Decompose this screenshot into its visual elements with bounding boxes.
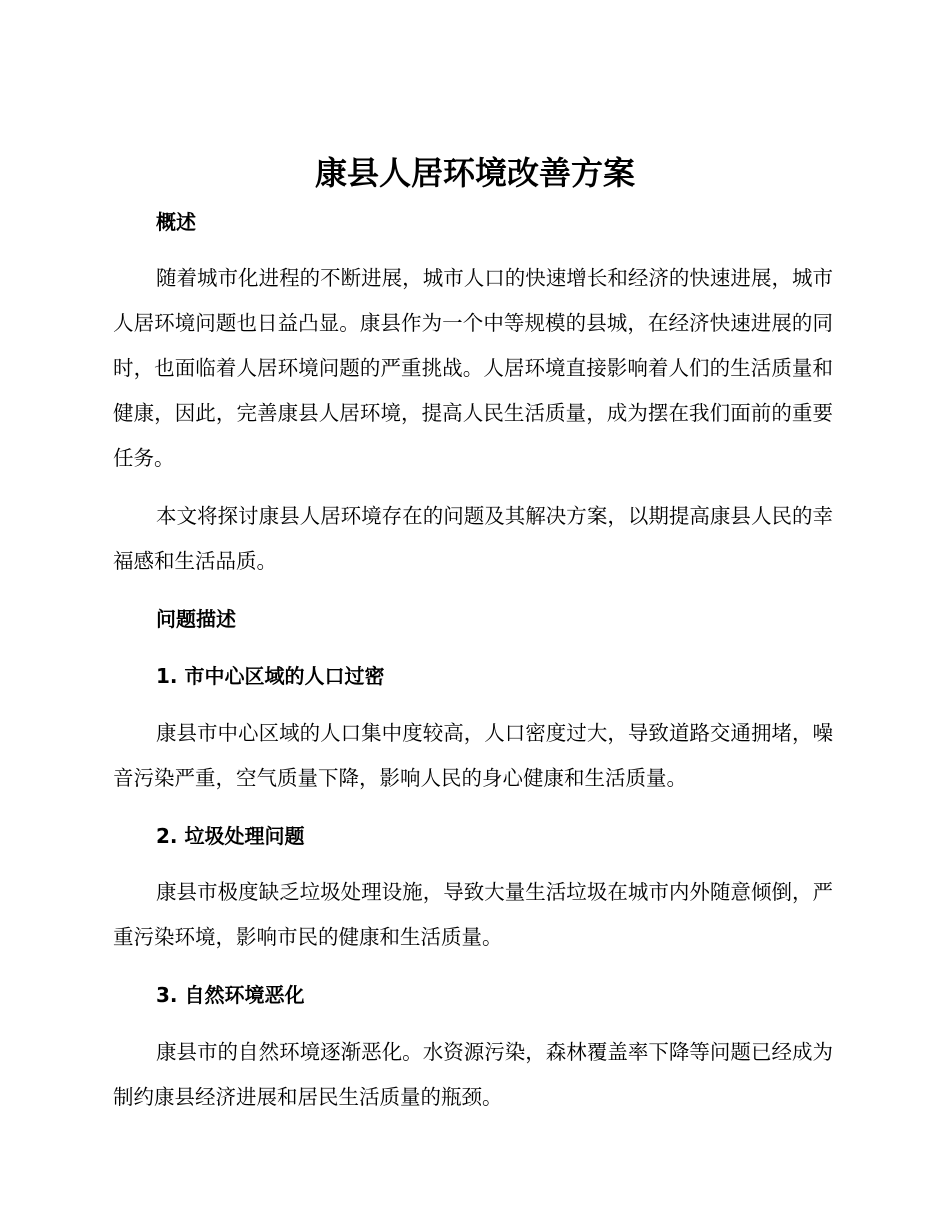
overview-paragraph-2: 本文将探讨康县人居环境存在的问题及其解决方案，以期提高康县人民的幸福感和生活品质。 (113, 504, 833, 573)
problem-3-paragraph: 康县市的自然环境逐渐恶化。水资源污染，森林覆盖率下降等问题已经成为制约康县经济进展和居民生活质量的瓶颈。 (113, 1040, 833, 1109)
overview-heading: 概述 (156, 210, 196, 234)
document-title: 康县人居环境改善方案 (314, 154, 635, 192)
problem-1-heading: 1. 市中心区域的人口过密 (156, 664, 385, 688)
problems-heading: 问题描述 (156, 607, 236, 631)
overview-paragraph-1: 随着城市化进程的不断进展，城市人口的快速增长和经济的快速进展，城市人居环境问题也日益凸显。康县作为一个中等规模的县城，在经济快速进展的同时，也面临着人居环境问题的严重挑战。人居环境直接影响着人们的生活质量和健康，因此，完善康县人居环境，提高人民生活质量，成为摆在我们面前的重要任务。 (113, 266, 833, 470)
problem-3-heading: 3. 自然环境恶化 (156, 983, 305, 1007)
problem-2-paragraph: 康县市极度缺乏垃圾处理设施，导致大量生活垃圾在城市内外随意倾倒，严重污染环境，影响市民的健康和生活质量。 (113, 880, 833, 949)
problem-1-paragraph: 康县市中心区域的人口集中度较高，人口密度过大，导致道路交通拥堵，噪音污染严重，空气质量下降，影响人民的身心健康和生活质量。 (113, 721, 833, 790)
problem-2-heading: 2. 垃圾处理问题 (156, 824, 305, 848)
